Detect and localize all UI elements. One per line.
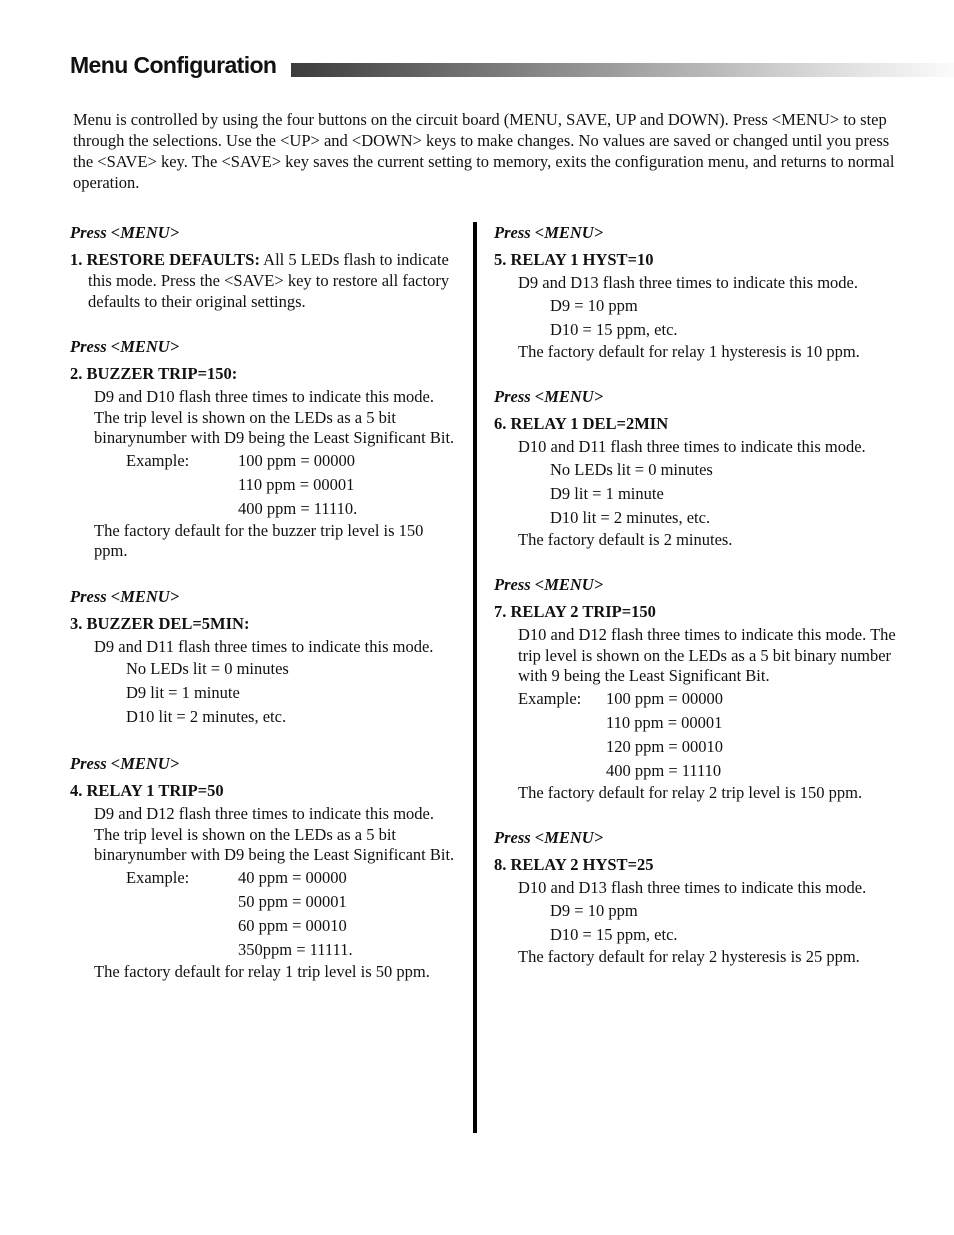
right-column [494,222,904,991]
page-title: Menu Configuration [70,52,277,78]
intro-paragraph: Menu is controlled by using the four buttons on the circuit board (MENU, SAVE, UP and DOWN). Press <MENU> to step through the selections. Use the <UP> and <DOWN> keys to make changes. No values are saved or changed until you press the <SAVE> key. The <SAVE> key saves the current setting to memory, exits the configuration menu, and returns to normal operation. [73,110,895,192]
led-list-item: D10 lit = 2 minutes, etc. [126,707,287,726]
led-list-item: D10 lit = 2 minutes, etc. [550,507,711,527]
section-heading: 2. BUZZER TRIP=150: [70,364,238,383]
example-value: 100 ppm = 00000 [606,688,724,708]
menu-section-buzzer-delay [70,586,460,730]
factory-default-note: The factory default for relay 2 trip level is 150 ppm. [518,782,863,802]
example-values [606,687,723,783]
example-value: 110 ppm = 00001 [606,712,723,732]
led-list [550,294,904,342]
example-value: 100 ppm = 00000 [238,450,356,470]
example-value: 120 ppm = 00010 [606,736,724,756]
menu-section-relay2-trip [494,574,904,803]
example-label: Example: [518,688,582,708]
press-menu-label: Press <MENU> [494,387,604,406]
led-list-item: D10 = 15 ppm, etc. [550,924,678,944]
example-value: 50 ppm = 00001 [238,891,347,911]
menu-section-relay1-trip [70,753,460,982]
led-list-item: D9 lit = 1 minute [126,683,240,702]
left-column [70,222,460,1006]
section-description: D10 and D13 flash three times to indicate this mode. [518,878,867,897]
led-list [126,657,460,729]
heading-description: All 5 LEDs flash to indicate this mode. Press the <SAVE> key to restore all factory defaults to their original settings. [88,250,450,311]
example-label: Example: [126,450,190,470]
section-description: D9 and D11 flash three times to indicate this mode. [94,636,434,656]
press-menu-label: Press <MENU> [494,223,604,242]
menu-section-relay1-delay [494,386,904,550]
section-heading: 6. RELAY 1 DEL=2MIN [494,414,669,433]
example-values [238,866,353,962]
section-heading: 3. BUZZER DEL=5MIN: [70,613,250,633]
led-list-item: D9 = 10 ppm [550,900,638,920]
led-list-item: D9 = 10 ppm [550,295,638,315]
example-label: Example: [126,867,190,887]
title-gradient-bar [291,63,954,77]
factory-default-note: The factory default for relay 2 hysteresis is 25 ppm. [518,946,860,966]
example-value: 110 ppm = 00001 [238,474,355,494]
press-menu-label: Press <MENU> [70,586,180,606]
section-heading: 4. RELAY 1 TRIP=50 [70,781,224,800]
press-menu-label: Press <MENU> [494,575,604,594]
section-heading: 5. RELAY 1 HYST=10 [494,250,654,269]
section-description: D9 and D10 flash three times to indicate this mode. The trip level is shown on the LEDs as a 5 bit binarynumber with D9 being the Least Significant Bit. [94,387,455,447]
press-menu-label: Press <MENU> [70,223,180,242]
example-value: 400 ppm = 11110 [606,760,722,780]
example-value: 350ppm = 11111. [238,939,353,959]
led-list-item: D10 = 15 ppm, etc. [550,319,678,339]
factory-default-note: The factory default is 2 minutes. [518,529,733,549]
led-list-item: No LEDs lit = 0 minutes [126,659,289,678]
section-description: D10 and D11 flash three times to indicate this mode. [518,437,866,456]
led-list [550,458,904,530]
section-description: D10 and D12 flash three times to indicate this mode. The trip level is shown on the LEDs as a 5 bit binary number with 9 being the Least Significant Bit. [518,625,896,685]
section-heading [70,249,460,312]
example-value: 40 ppm = 00000 [238,867,347,887]
led-list-item: No LEDs lit = 0 minutes [550,459,713,479]
example-block [518,687,904,783]
factory-default-note: The factory default for relay 1 hysteresis is 10 ppm. [518,341,860,361]
press-menu-label: Press <MENU> [70,754,180,773]
section-heading: 7. RELAY 2 TRIP=150 [494,602,656,621]
factory-default-note: The factory default for relay 1 trip level is 50 ppm. [94,961,430,981]
section-description: D9 and D12 flash three times to indicate this mode. The trip level is shown on the LEDs as a 5 bit binarynumber with D9 being the Least Significant Bit. [94,804,455,864]
section-heading: 8. RELAY 2 HYST=25 [494,855,654,874]
menu-section-buzzer-trip [70,336,460,562]
example-block [126,866,460,962]
menu-section-relay1-hyst [494,222,904,362]
led-list-item: D9 lit = 1 minute [550,483,664,503]
example-value: 60 ppm = 00010 [238,915,347,935]
heading-bold: 1. RESTORE DEFAULTS: [70,250,260,269]
example-block [126,449,460,521]
press-menu-label: Press <MENU> [70,337,180,356]
menu-section-restore-defaults [70,222,460,312]
menu-section-relay2-hyst [494,827,904,967]
example-value: 400 ppm = 11110. [238,498,358,518]
column-divider [473,222,477,1133]
press-menu-label: Press <MENU> [494,828,604,847]
section-description: D9 and D13 flash three times to indicate this mode. [518,273,859,292]
factory-default-note: The factory default for the buzzer trip level is 150 ppm. [94,520,424,560]
example-values [238,449,357,521]
led-list [550,899,904,947]
